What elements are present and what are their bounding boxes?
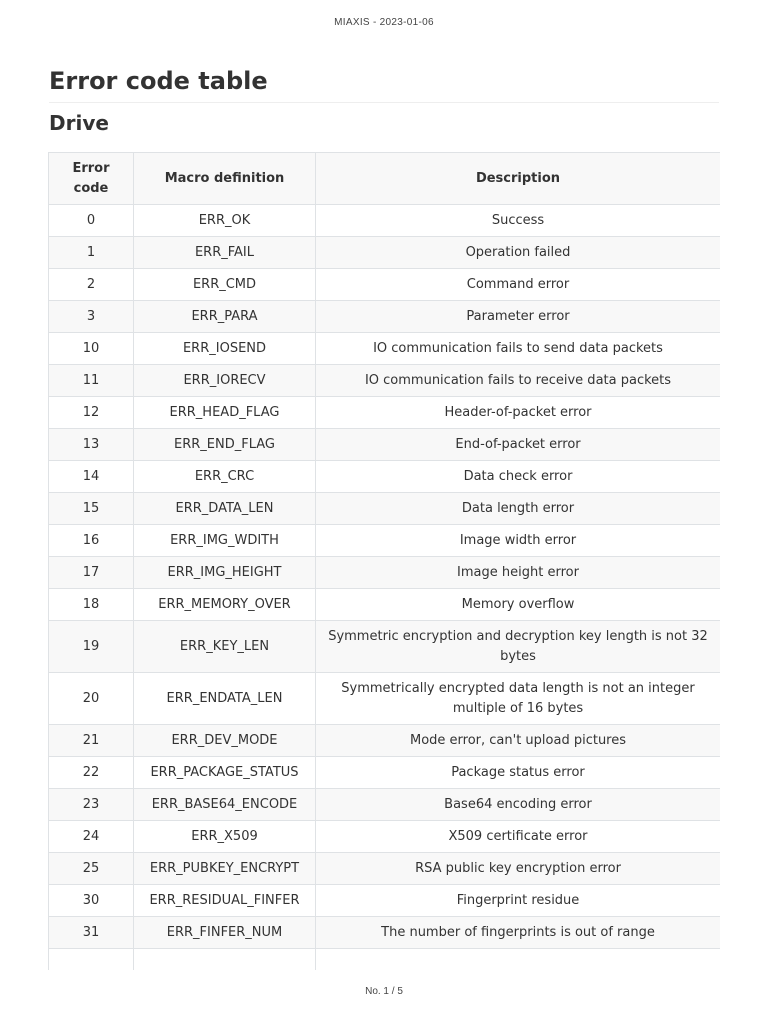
macro-definition-cell: ERR_PACKAGE_STATUS (134, 757, 316, 789)
description-cell: IO communication fails to send data packets (316, 333, 721, 365)
description-cell: End-of-packet error (316, 429, 721, 461)
error-code-cell: 14 (49, 461, 134, 493)
error-code-cell: 20 (49, 673, 134, 725)
macro-definition-cell: ERR_KEY_LEN (134, 621, 316, 673)
table-row (49, 621, 721, 673)
description-cell: Parameter error (316, 301, 721, 333)
error-code-cell: 31 (49, 917, 134, 949)
table-row (49, 461, 721, 493)
description-cell: Image width error (316, 525, 721, 557)
error-code-cell: 24 (49, 821, 134, 853)
column-header-macro-definition: Macro definition (134, 153, 316, 205)
table-row (49, 205, 721, 237)
error-code-cell: 21 (49, 725, 134, 757)
description-cell: Success (316, 205, 721, 237)
description-cell: RSA public key encryption error (316, 853, 721, 885)
table-row (49, 821, 721, 853)
table-row (49, 269, 721, 301)
macro-definition-cell: ERR_X509 (134, 821, 316, 853)
description-cell: Base64 encoding error (316, 789, 721, 821)
macro-definition-cell: ERR_HEAD_FLAG (134, 397, 316, 429)
table-row (49, 725, 721, 757)
description-cell: Symmetrically encrypted data length is not an integer multiple of 16 bytes (316, 673, 721, 725)
table-row (49, 397, 721, 429)
table-row (49, 237, 721, 269)
error-code-table (48, 152, 720, 970)
table-row (49, 853, 721, 885)
description-cell: Fingerprint residue (316, 885, 721, 917)
error-code-cell: 13 (49, 429, 134, 461)
error-code-cell: 2 (49, 269, 134, 301)
page-header: MIAXIS - 2023-01-06 (334, 17, 434, 28)
description-cell: Operation failed (316, 237, 721, 269)
error-code-cell: 3 (49, 301, 134, 333)
table-row (49, 525, 721, 557)
macro-definition-cell: ERR_MEMORY_OVER (134, 589, 316, 621)
description-cell: Data check error (316, 461, 721, 493)
column-header-error-code: Error code (49, 153, 134, 205)
table-row (49, 365, 721, 397)
macro-definition-cell: ERR_PARA (134, 301, 316, 333)
macro-definition-cell: ERR_IORECV (134, 365, 316, 397)
error-code-cell: 15 (49, 493, 134, 525)
column-header-description: Description (316, 153, 721, 205)
macro-definition-cell: ERR_IMG_WDITH (134, 525, 316, 557)
error-code-cell: 10 (49, 333, 134, 365)
error-code-cell: 30 (49, 885, 134, 917)
table-row (49, 301, 721, 333)
error-code-cell: 22 (49, 757, 134, 789)
macro-definition-cell: ERR_ENDATA_LEN (134, 673, 316, 725)
macro-definition-cell: ERR_FAIL (134, 237, 316, 269)
description-cell: Image height error (316, 557, 721, 589)
description-cell: Command error (316, 269, 721, 301)
table-row (49, 949, 721, 971)
macro-definition-cell: ERR_RESIDUAL_FINFER (134, 885, 316, 917)
error-code-cell: 17 (49, 557, 134, 589)
macro-definition-cell: ERR_IMG_HEIGHT (134, 557, 316, 589)
macro-definition-cell: ERR_DATA_LEN (134, 493, 316, 525)
macro-definition-cell: ERR_CRC (134, 461, 316, 493)
description-cell: Header-of-packet error (316, 397, 721, 429)
table-row (49, 429, 721, 461)
table-row (49, 917, 721, 949)
table-row (49, 789, 721, 821)
macro-definition-cell: ERR_OK (134, 205, 316, 237)
description-cell: Mode error, can't upload pictures (316, 725, 721, 757)
description-cell: Data length error (316, 493, 721, 525)
description-cell: Memory overflow (316, 589, 721, 621)
description-cell: Package status error (316, 757, 721, 789)
error-code-cell: 16 (49, 525, 134, 557)
error-code-cell: 25 (49, 853, 134, 885)
page-footer: No. 1 / 5 (365, 986, 403, 997)
table-row (49, 885, 721, 917)
macro-definition-cell: ERR_PUBKEY_ENCRYPT (134, 853, 316, 885)
description-cell: X509 certificate error (316, 821, 721, 853)
table-row (49, 557, 721, 589)
table-body (49, 205, 721, 971)
section-title: Drive (49, 111, 109, 135)
error-code-cell: 12 (49, 397, 134, 429)
table-header-row (49, 153, 721, 205)
description-cell: The number of fingerprints is out of range (316, 917, 721, 949)
macro-definition-cell: ERR_DEV_MODE (134, 725, 316, 757)
macro-definition-cell: ERR_CMD (134, 269, 316, 301)
macro-definition-cell: ERR_BASE64_ENCODE (134, 789, 316, 821)
error-code-cell: 19 (49, 621, 134, 673)
error-code-cell: 11 (49, 365, 134, 397)
error-code-cell: 23 (49, 789, 134, 821)
error-table-container (48, 152, 720, 970)
table-row (49, 757, 721, 789)
table-row (49, 589, 721, 621)
error-code-cell: 0 (49, 205, 134, 237)
table-row (49, 493, 721, 525)
macro-definition-cell: ERR_FINFER_NUM (134, 917, 316, 949)
macro-definition-cell (134, 949, 316, 971)
error-code-cell: 18 (49, 589, 134, 621)
table-row (49, 673, 721, 725)
description-cell: Symmetric encryption and decryption key length is not 32 bytes (316, 621, 721, 673)
description-cell: IO communication fails to receive data packets (316, 365, 721, 397)
table-row (49, 333, 721, 365)
macro-definition-cell: ERR_IOSEND (134, 333, 316, 365)
error-code-cell: 1 (49, 237, 134, 269)
macro-definition-cell: ERR_END_FLAG (134, 429, 316, 461)
error-code-cell (49, 949, 134, 971)
page-title: Error code table (49, 66, 719, 103)
description-cell (316, 949, 721, 971)
